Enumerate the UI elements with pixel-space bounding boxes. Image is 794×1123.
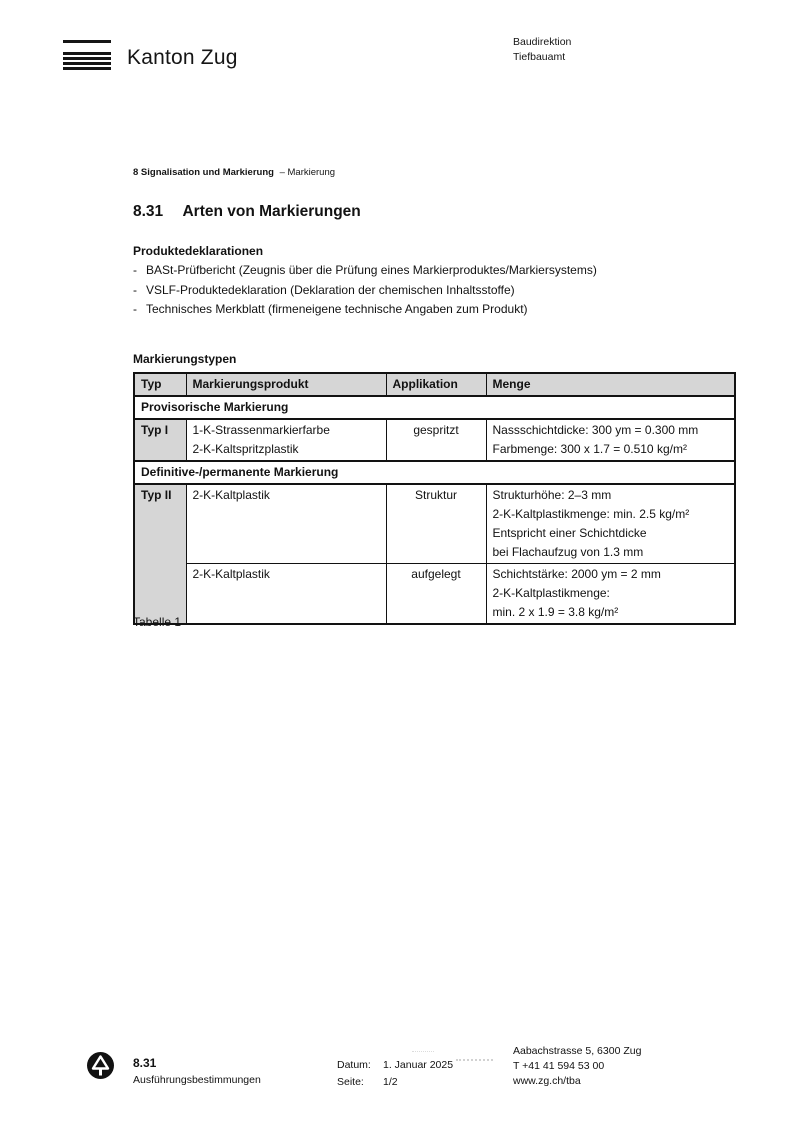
list-item xyxy=(133,261,743,280)
section-title: Definitive-/permanente Markierung xyxy=(134,461,735,484)
column-header-applikation: Applikation xyxy=(386,373,486,396)
list-item xyxy=(133,281,743,300)
quantity-line: Farbmenge: 300 x 1.7 = 0.510 kg/m² xyxy=(492,442,687,456)
declarations-heading: Produktedeklarationen xyxy=(133,244,264,258)
list-bullet: - xyxy=(133,301,137,316)
quantity-cell xyxy=(486,564,735,625)
footer-doc-id xyxy=(133,1054,261,1088)
product-line: 1-K-Strassenmarkierfarbe xyxy=(192,423,330,437)
footer-contact xyxy=(513,1044,641,1089)
page-label: Seite: xyxy=(337,1076,364,1088)
footer-doc-number: 8.31 xyxy=(133,1056,157,1070)
marking-types-table xyxy=(133,372,736,625)
breadcrumb xyxy=(133,167,335,178)
list-bullet: - xyxy=(133,282,137,297)
kanton-zug-stripes-icon xyxy=(63,40,111,71)
title-number: 8.31 xyxy=(133,203,164,220)
list-item-text: VSLF-Produktedeklaration (Deklaration der chemischen Inhaltsstoffe) xyxy=(146,282,515,297)
breadcrumb-section: 8 Signalisation und Markierung xyxy=(133,167,274,178)
brand-wordmark: Kanton Zug xyxy=(127,46,238,69)
list-item xyxy=(133,300,743,319)
quantity-cell xyxy=(486,484,735,564)
quantity-line: min. 2 x 1.9 = 3.8 kg/m² xyxy=(492,605,619,619)
quantity-line: Strukturhöhe: 2–3 mm xyxy=(492,488,612,502)
list-item-text: Technisches Merkblatt (firmeneigene technische Angaben zum Produkt) xyxy=(146,301,528,316)
tiefbauamt-arrow-icon xyxy=(86,1051,115,1080)
table-row-typ1 xyxy=(134,419,735,461)
table-row-typ2-aufgelegt xyxy=(134,564,735,625)
date-value: 1. Januar 2025 xyxy=(383,1059,454,1071)
typ-cell: Typ II xyxy=(134,484,186,624)
scan-artifact xyxy=(456,1059,493,1061)
typ-cell: Typ I xyxy=(134,419,186,461)
quantity-line: Entspricht einer Schichtdicke xyxy=(492,526,647,540)
quantity-cell xyxy=(486,419,735,461)
quantity-line: Nassschichtdicke: 300 ym = 0.300 mm xyxy=(492,423,699,437)
website-line: www.zg.ch/tba xyxy=(513,1075,581,1087)
table-heading: Markierungstypen xyxy=(133,352,237,366)
column-header-typ: Typ xyxy=(134,373,186,396)
page-title xyxy=(133,203,361,221)
page-value: 1/2 xyxy=(383,1076,398,1088)
quantity-line: 2-K-Kaltplastikmenge: min. 2.5 kg/m² xyxy=(492,507,690,521)
scan-artifact xyxy=(412,1051,434,1052)
footer-doc-subtitle: Ausführungsbestimmungen xyxy=(133,1074,261,1086)
table-row-typ2-struktur xyxy=(134,484,735,564)
date-label: Datum: xyxy=(337,1059,371,1071)
table-caption: Tabelle 1 xyxy=(133,615,182,629)
list-bullet: - xyxy=(133,263,137,278)
section-title: Provisorische Markierung xyxy=(134,396,735,419)
product-cell: 2-K-Kaltplastik xyxy=(186,484,386,564)
application-cell: Struktur xyxy=(386,484,486,564)
title-text: Arten von Markierungen xyxy=(182,203,361,220)
table-header-row xyxy=(134,373,735,396)
footer-meta xyxy=(337,1057,453,1091)
list-item-text: BASt-Prüfbericht (Zeugnis über die Prüfung eines Markierproduktes/Markiersystems) xyxy=(146,263,597,278)
column-header-produkt: Markierungsprodukt xyxy=(186,373,386,396)
breadcrumb-subsection: – Markierung xyxy=(279,167,336,178)
product-line: 2-K-Kaltspritzplastik xyxy=(192,442,299,456)
office-line: Tiefbauamt xyxy=(513,51,566,63)
section-row-provisional xyxy=(134,396,735,419)
application-cell: aufgelegt xyxy=(386,564,486,625)
quantity-line: bei Flachaufzug von 1.3 mm xyxy=(492,545,644,559)
date-row xyxy=(337,1057,453,1074)
quantity-line: 2-K-Kaltplastikmenge: xyxy=(492,586,610,600)
product-declarations-section xyxy=(133,242,743,319)
phone-line: T +41 41 594 53 00 xyxy=(513,1060,605,1072)
page-row xyxy=(337,1074,453,1091)
application-cell: gespritzt xyxy=(386,419,486,461)
address-line: Aabachstrasse 5, 6300 Zug xyxy=(513,1045,642,1057)
section-row-definitive xyxy=(134,461,735,484)
product-cell xyxy=(186,419,386,461)
department-line: Baudirektion xyxy=(513,36,572,48)
quantity-line: Schichtstärke: 2000 ym = 2 mm xyxy=(492,567,661,581)
department-block xyxy=(513,35,571,65)
column-header-menge: Menge xyxy=(486,373,735,396)
product-cell: 2-K-Kaltplastik xyxy=(186,564,386,625)
